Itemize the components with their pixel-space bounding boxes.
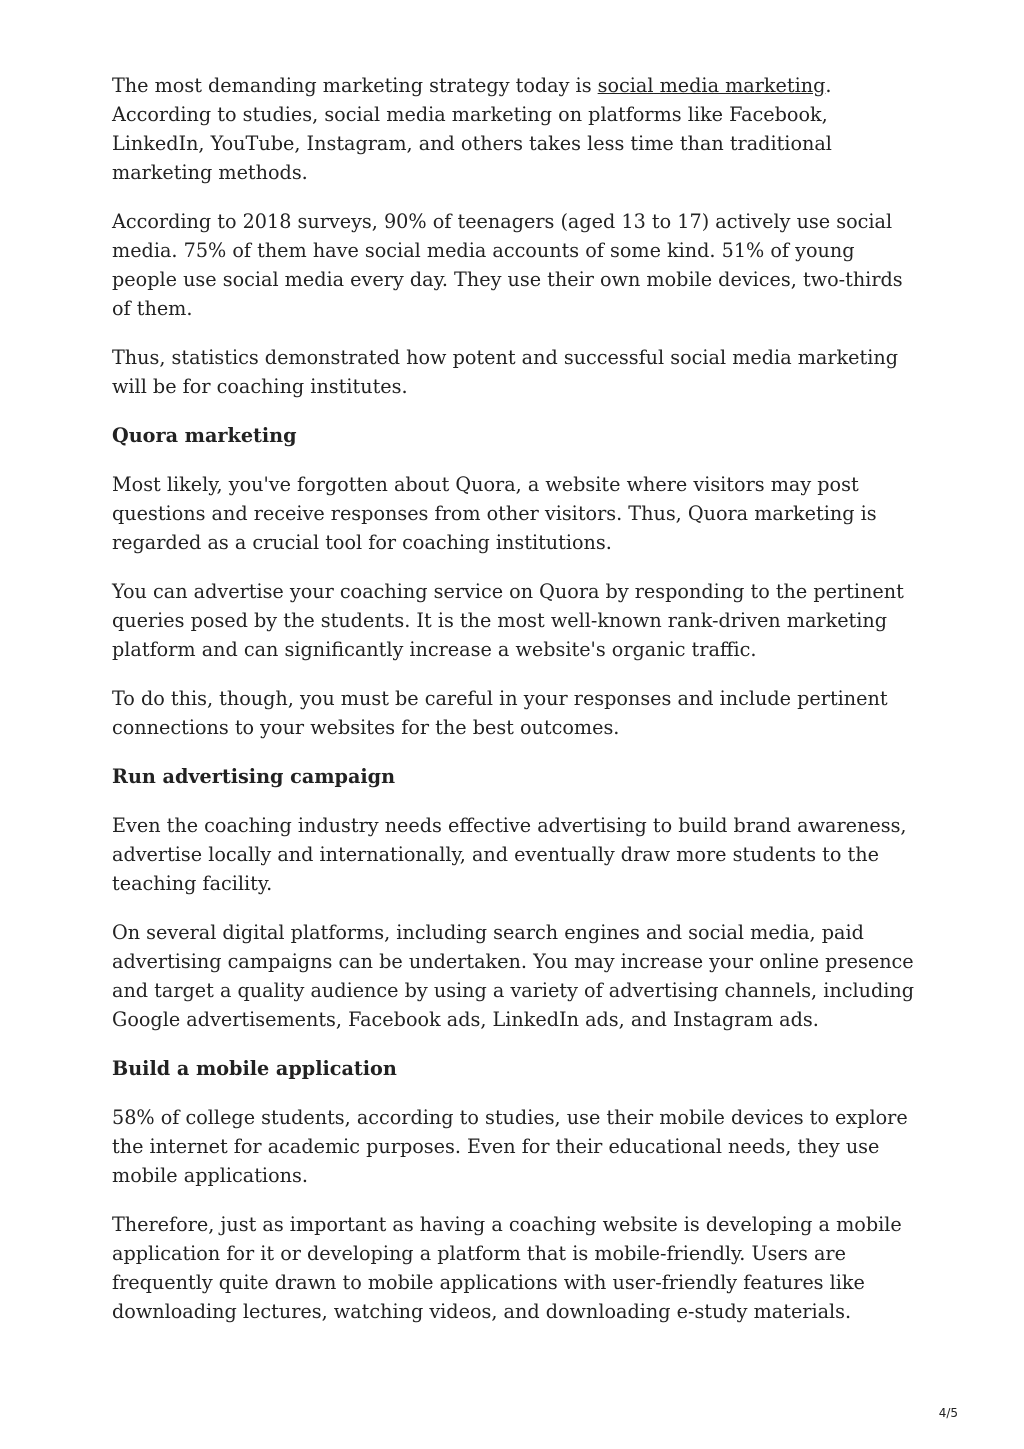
paragraph-advertising-need: Even the coaching industry needs effective advertising to build brand awareness, advertise locally and internationally, and eventually draw more students to the teaching facility. (112, 814, 907, 895)
paragraph-mobile-importance: Therefore, just as important as having a coaching website is developing a mobile application for it or developing a platform that is mobile-friendly. Users are frequently quite drawn to mobile applications with user-friendly features like downloading lectures, watching videos, and downloading e-study materials. (112, 1213, 902, 1323)
paragraph-quora-advertise: You can advertise your coaching service on Quora by responding to the pertinent queries posed by the students. It is the most well-known rank-driven marketing platform and can significantly increase a website's organic traffic. (112, 580, 904, 661)
social-media-marketing-link[interactable]: social media marketing (597, 74, 826, 97)
article-body (112, 71, 924, 1346)
heading-run-advertising-campaign: Run advertising campaign (112, 765, 396, 788)
paragraph-text: . According to studies, social media marketing on platforms like Facebook, LinkedIn, YouTube, Instagram, and others takes less time than traditional marketing methods. (112, 74, 832, 184)
paragraph-text: The most demanding marketing strategy today is (112, 74, 598, 97)
paragraph-quora-intro: Most likely, you've forgotten about Quora, a website where visitors may post questions and receive responses from other visitors. Thus, Quora marketing is regarded as a crucial tool for coaching institutions. (112, 473, 877, 554)
heading-quora-marketing: Quora marketing (112, 424, 297, 447)
heading-build-mobile-application: Build a mobile application (112, 1057, 397, 1080)
paragraph-mobile-stats: 58% of college students, according to studies, use their mobile devices to explore the internet for academic purposes. Even for their educational needs, they use mobile applications. (112, 1106, 908, 1187)
paragraph-quora-careful: To do this, though, you must be careful in your responses and include pertinent connections to your websites for the best outcomes. (112, 687, 888, 739)
paragraph-social-media-intro (112, 71, 924, 187)
paragraph-advertising-platforms: On several digital platforms, including search engines and social media, paid advertising campaigns can be undertaken. You may increase your online presence and target a quality audience by using a variety of advertising channels, including Google advertisements, Facebook ads, LinkedIn ads, and Instagram ads. (112, 921, 915, 1031)
paragraph-survey-stats: According to 2018 surveys, 90% of teenagers (aged 13 to 17) actively use social media. 75% of them have social media accounts of some kind. 51% of young people use social media every day. They use their own mobile devices, two-thirds of them. (112, 210, 903, 320)
page-number: 4/5 (938, 1406, 958, 1420)
paragraph-statistics-conclusion: Thus, statistics demonstrated how potent and successful social media marketing will be for coaching institutes. (112, 346, 899, 398)
